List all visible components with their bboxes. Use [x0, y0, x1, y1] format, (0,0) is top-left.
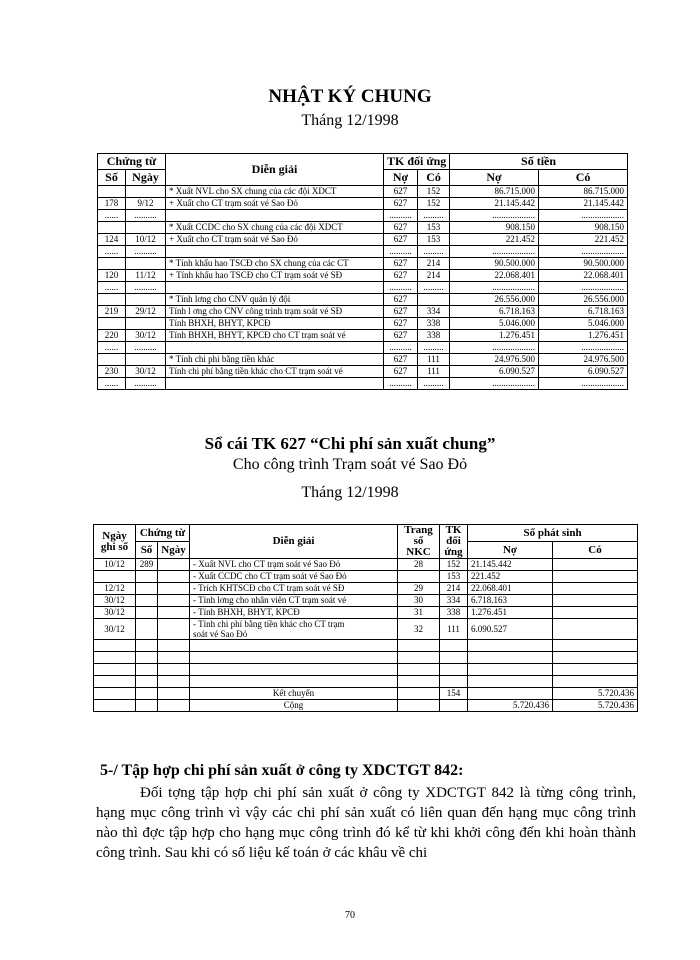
row-amount-co: ................... — [539, 282, 628, 294]
row-so — [98, 318, 126, 330]
header-so: Số — [136, 542, 158, 559]
row-tk-no: 627 — [384, 318, 418, 330]
row-amount-co: ................... — [539, 246, 628, 258]
row-amount-no: 5.046.000 — [450, 318, 539, 330]
row-tk: 111 — [440, 619, 468, 640]
row-desc-line: soát vé Sao Đỏ — [193, 629, 248, 639]
row-tk-co: ......... — [418, 210, 450, 222]
row-amount-co: 26.556.000 — [539, 294, 628, 306]
row-ngay-ghi: 30/12 — [94, 619, 136, 640]
row-ngay — [158, 595, 190, 607]
row-ngay: 30/12 — [126, 330, 166, 342]
row-amount-co: 6.718.163 — [539, 306, 628, 318]
row-so — [98, 294, 126, 306]
row-desc — [166, 246, 384, 258]
journal-row — [98, 318, 628, 330]
row-amount-no: 22.068.401 — [450, 270, 539, 282]
row-ngay-ghi: 30/12 — [94, 607, 136, 619]
row-tk-no: 627 — [384, 270, 418, 282]
row-tk: 334 — [440, 595, 468, 607]
ledger-period: Tháng 12/1998 — [301, 484, 399, 501]
row-tk-no: 627 — [384, 258, 418, 270]
row-ngay: 10/12 — [126, 234, 166, 246]
row-tk-co: 153 — [418, 234, 450, 246]
cong-row — [94, 700, 638, 712]
row-so — [98, 186, 126, 198]
row-ngay — [126, 318, 166, 330]
row-amount-co: 22.068.401 — [539, 270, 628, 282]
journal-row — [98, 258, 628, 270]
ledger-subtitle: Cho công trình Trạm soát vé Sao Đỏ — [232, 456, 468, 473]
ket-chuyen-co: 5.720.436 — [553, 688, 638, 700]
journal-row — [98, 366, 628, 378]
row-amount-co: 6.090.527 — [539, 366, 628, 378]
ledger-empty-row — [94, 640, 638, 652]
header-so: Số — [98, 170, 126, 186]
header-trang-so: Trang sổ NKC — [398, 525, 440, 559]
section-paragraph — [96, 783, 636, 863]
ket-chuyen-row — [94, 688, 638, 700]
row-amount-co: 221.452 — [539, 234, 628, 246]
row-ngay — [158, 583, 190, 595]
row-desc: - Tính lơng cho nhân viên CT trạm soát vé — [190, 595, 398, 607]
row-amount-co: 1.276.451 — [539, 330, 628, 342]
row-amount-no: 6.718.163 — [450, 306, 539, 318]
journal-row — [98, 198, 628, 210]
row-amount-co: 86.715.000 — [539, 186, 628, 198]
journal-row — [98, 306, 628, 318]
row-so: 124 — [98, 234, 126, 246]
row-ngay — [158, 571, 190, 583]
header-so-phat-sinh: Số phát sinh — [468, 525, 638, 542]
row-amount-no: 221.452 — [450, 234, 539, 246]
row-amount-no: ................... — [450, 210, 539, 222]
journal-table — [97, 153, 628, 390]
row-ngay — [126, 258, 166, 270]
header-tk-doi-ung: TK đối ứng — [440, 525, 468, 559]
row-so: 178 — [98, 198, 126, 210]
row-ngay — [158, 619, 190, 640]
row-amount-no: 6.090.527 — [450, 366, 539, 378]
row-trang: 32 — [398, 619, 440, 640]
row-amount-co: ................... — [539, 210, 628, 222]
row-so — [98, 354, 126, 366]
row-co — [553, 559, 638, 571]
row-tk-co: 338 — [418, 318, 450, 330]
row-ngay — [126, 294, 166, 306]
row-ngay: .......... — [126, 342, 166, 354]
row-tk-co: 152 — [418, 198, 450, 210]
journal-row — [98, 234, 628, 246]
row-trang: 30 — [398, 595, 440, 607]
row-tk-no: 627 — [384, 186, 418, 198]
journal-row — [98, 378, 628, 390]
header-dien-giai: Diễn giải — [190, 525, 398, 559]
row-co — [553, 619, 638, 640]
journal-row — [98, 186, 628, 198]
header-chung-tu: Chứng từ — [136, 525, 190, 542]
row-co — [553, 571, 638, 583]
cong-label: Cộng — [190, 700, 398, 712]
header-ngay: Ngày — [158, 542, 190, 559]
journal-row — [98, 294, 628, 306]
row-tk-no: 627 — [384, 234, 418, 246]
cong-co: 5.720.436 — [553, 700, 638, 712]
header-tk-no: Nợ — [384, 170, 418, 186]
header-tk-doi-ung: TK đối ứng — [384, 154, 450, 170]
paragraph-text: Đối tợng tập hợp chi phí sản xuất ở công ty XDCTGT 842 là từng công trình, hạng mục công trình vì vậy các chi phí sản xuất có liên quan đến hạng mục công trình nào thì đợc tập hợp cho hạng mục công trình đó kể từ khi khởi công đến khi hoàn thành công trình. Sau khi có số liệu kế toán ở các khâu về chi — [96, 785, 636, 861]
row-ngay-ghi: 10/12 — [94, 559, 136, 571]
row-desc — [166, 210, 384, 222]
row-so: 289 — [136, 559, 158, 571]
row-desc: Tính l ơng cho CNV công trình trạm soát vé SĐ — [166, 306, 384, 318]
row-trang: 28 — [398, 559, 440, 571]
row-tk-no: 627 — [384, 294, 418, 306]
ket-chuyen-label: Kết chuyển — [190, 688, 398, 700]
row-desc: * Tính lơng cho CNV quản lý đội — [166, 294, 384, 306]
row-tk-no: 627 — [384, 306, 418, 318]
row-tk-no: .......... — [384, 342, 418, 354]
row-desc-line: - Tính chi phí bằng tiền khác cho CT trạm — [193, 619, 345, 629]
row-trang: 31 — [398, 607, 440, 619]
row-desc — [166, 342, 384, 354]
row-desc: + Tính khấu hao TSCĐ cho CT trạm soát vé SĐ — [166, 270, 384, 282]
row-ngay: 29/12 — [126, 306, 166, 318]
row-tk-co — [418, 294, 450, 306]
row-amount-no: 26.556.000 — [450, 294, 539, 306]
row-no: 1.276.451 — [468, 607, 553, 619]
row-ngay: 30/12 — [126, 366, 166, 378]
row-no: 6.718.163 — [468, 595, 553, 607]
row-amount-co: 24.976.500 — [539, 354, 628, 366]
row-tk-no: .......... — [384, 282, 418, 294]
row-desc — [166, 282, 384, 294]
row-ngay-ghi — [94, 571, 136, 583]
row-amount-no: 24.976.500 — [450, 354, 539, 366]
row-tk-co: ......... — [418, 342, 450, 354]
row-desc: - Tính BHXH, BHYT, KPCĐ — [190, 607, 398, 619]
row-ngay: 9/12 — [126, 198, 166, 210]
row-amount-no: ................... — [450, 342, 539, 354]
row-desc: Tính chi phí bằng tiền khác cho CT trạm soát vé — [166, 366, 384, 378]
journal-row — [98, 342, 628, 354]
row-desc: - Trích KHTSCĐ cho CT trạm soát vé SĐ — [190, 583, 398, 595]
row-tk-co: 334 — [418, 306, 450, 318]
row-tk-co: 153 — [418, 222, 450, 234]
row-desc: * Xuất CCDC cho SX chung của các đội XDCT — [166, 222, 384, 234]
row-amount-co: 5.046.000 — [539, 318, 628, 330]
row-amount-no: ................... — [450, 282, 539, 294]
row-amount-co: ................... — [539, 378, 628, 390]
row-tk-co: 111 — [418, 366, 450, 378]
row-tk-no: 627 — [384, 222, 418, 234]
ledger-row — [94, 607, 638, 619]
row-tk-co: ......... — [418, 378, 450, 390]
row-desc: Tính BHXH, BHYT, KPCĐ cho CT trạm soát vé — [166, 330, 384, 342]
ket-chuyen-tk: 154 — [440, 688, 468, 700]
row-ngay: .......... — [126, 282, 166, 294]
header-amount-co: Có — [539, 170, 628, 186]
journal-period: Tháng 12/1998 — [301, 112, 399, 129]
row-amount-no: 908.150 — [450, 222, 539, 234]
row-so — [136, 607, 158, 619]
header-ngay: Ngày — [126, 170, 166, 186]
row-so: ...... — [98, 210, 126, 222]
row-ngay: .......... — [126, 210, 166, 222]
row-desc: - Xuất CCDC cho CT trạm soát vé Sao Đỏ — [190, 571, 398, 583]
row-desc: + Xuất cho CT trạm soát vé Sao Đỏ — [166, 198, 384, 210]
row-tk-no: .......... — [384, 210, 418, 222]
ledger-title: Sổ cái TK 627 “Chi phí sản xuất chung” — [204, 434, 496, 453]
row-tk-co: 111 — [418, 354, 450, 366]
row-so: 220 — [98, 330, 126, 342]
page-number: 70 — [345, 910, 355, 921]
row-no: 6.090.527 — [468, 619, 553, 640]
row-so: ...... — [98, 282, 126, 294]
header-ngay-ghi-so: Ngày ghi sổ — [94, 525, 136, 559]
row-trang: 29 — [398, 583, 440, 595]
row-no: 21.145.442 — [468, 559, 553, 571]
journal-row — [98, 282, 628, 294]
row-so — [136, 619, 158, 640]
row-amount-co: 90.500.000 — [539, 258, 628, 270]
row-desc: - Xuất NVL cho CT trạm soát vé Sao Đỏ — [190, 559, 398, 571]
row-tk-co: 214 — [418, 258, 450, 270]
journal-row — [98, 210, 628, 222]
row-tk-co: 338 — [418, 330, 450, 342]
row-tk-co: ......... — [418, 282, 450, 294]
row-trang — [398, 571, 440, 583]
row-no: 22.068.401 — [468, 583, 553, 595]
journal-row — [98, 330, 628, 342]
row-ngay — [158, 607, 190, 619]
row-ngay: .......... — [126, 246, 166, 258]
row-so — [136, 583, 158, 595]
row-tk-co: ......... — [418, 246, 450, 258]
row-desc: Tính BHXH, BHYT, KPCĐ — [166, 318, 384, 330]
row-amount-no: ................... — [450, 246, 539, 258]
row-ngay — [126, 222, 166, 234]
row-so — [98, 258, 126, 270]
row-tk: 153 — [440, 571, 468, 583]
row-so: 230 — [98, 366, 126, 378]
header-co: Có — [553, 542, 638, 559]
row-so: ...... — [98, 246, 126, 258]
ledger-row — [94, 559, 638, 571]
row-so: ...... — [98, 342, 126, 354]
row-desc: + Xuất cho CT trạm soát vé Sao Đỏ — [166, 234, 384, 246]
row-tk-no: 627 — [384, 198, 418, 210]
journal-title: NHẬT KÝ CHUNG — [268, 86, 432, 107]
ledger-row — [94, 595, 638, 607]
header-dien-giai: Diễn giải — [166, 154, 384, 186]
row-co — [553, 583, 638, 595]
row-tk-co: 152 — [418, 186, 450, 198]
ledger-table — [93, 524, 638, 712]
row-amount-co: ................... — [539, 342, 628, 354]
row-so: 219 — [98, 306, 126, 318]
row-amount-no: 1.276.451 — [450, 330, 539, 342]
header-tk-co: Có — [418, 170, 450, 186]
row-amount-co: 908.150 — [539, 222, 628, 234]
row-tk-co: 214 — [418, 270, 450, 282]
ledger-empty-row — [94, 652, 638, 664]
row-desc — [166, 378, 384, 390]
row-amount-no: 90.500.000 — [450, 258, 539, 270]
row-tk-no: .......... — [384, 246, 418, 258]
cong-no: 5.720.436 — [468, 700, 553, 712]
row-so — [136, 595, 158, 607]
ledger-row — [94, 571, 638, 583]
row-amount-no: ................... — [450, 378, 539, 390]
row-tk: 152 — [440, 559, 468, 571]
ledger-empty-row — [94, 676, 638, 688]
ledger-row — [94, 583, 638, 595]
header-chung-tu: Chứng từ — [98, 154, 166, 170]
row-ngay-ghi: 30/12 — [94, 595, 136, 607]
row-so: ...... — [98, 378, 126, 390]
row-ngay — [126, 186, 166, 198]
row-ngay — [126, 354, 166, 366]
row-amount-no: 86.715.000 — [450, 186, 539, 198]
journal-row — [98, 354, 628, 366]
journal-row — [98, 246, 628, 258]
row-ngay: 11/12 — [126, 270, 166, 282]
row-amount-co: 21.145.442 — [539, 198, 628, 210]
header-no: Nợ — [468, 542, 553, 559]
row-ngay — [158, 559, 190, 571]
row-tk-no: 627 — [384, 366, 418, 378]
row-tk-no: 627 — [384, 354, 418, 366]
row-tk: 338 — [440, 607, 468, 619]
row-ngay: .......... — [126, 378, 166, 390]
row-desc — [190, 619, 398, 640]
row-desc: * Tính khấu hao TSCĐ cho SX chung của các CT — [166, 258, 384, 270]
row-so — [136, 571, 158, 583]
journal-row — [98, 270, 628, 282]
row-tk: 214 — [440, 583, 468, 595]
ledger-empty-row — [94, 664, 638, 676]
row-tk-no: 627 — [384, 330, 418, 342]
header-so-tien: Số tiền — [450, 154, 628, 170]
journal-row — [98, 222, 628, 234]
row-amount-no: 21.145.442 — [450, 198, 539, 210]
row-ngay-ghi: 12/12 — [94, 583, 136, 595]
section-heading: 5-/ Tập hợp chi phí sản xuất ở công ty XDCTGT 842: — [100, 762, 464, 779]
row-tk-no: .......... — [384, 378, 418, 390]
row-no: 221.452 — [468, 571, 553, 583]
row-desc: * Tính chi phí bằng tiền khác — [166, 354, 384, 366]
header-amount-no: Nợ — [450, 170, 539, 186]
row-so — [98, 222, 126, 234]
row-co — [553, 595, 638, 607]
row-desc: * Xuất NVL cho SX chung của các đội XDCT — [166, 186, 384, 198]
ledger-row — [94, 619, 638, 640]
row-so: 120 — [98, 270, 126, 282]
row-co — [553, 607, 638, 619]
